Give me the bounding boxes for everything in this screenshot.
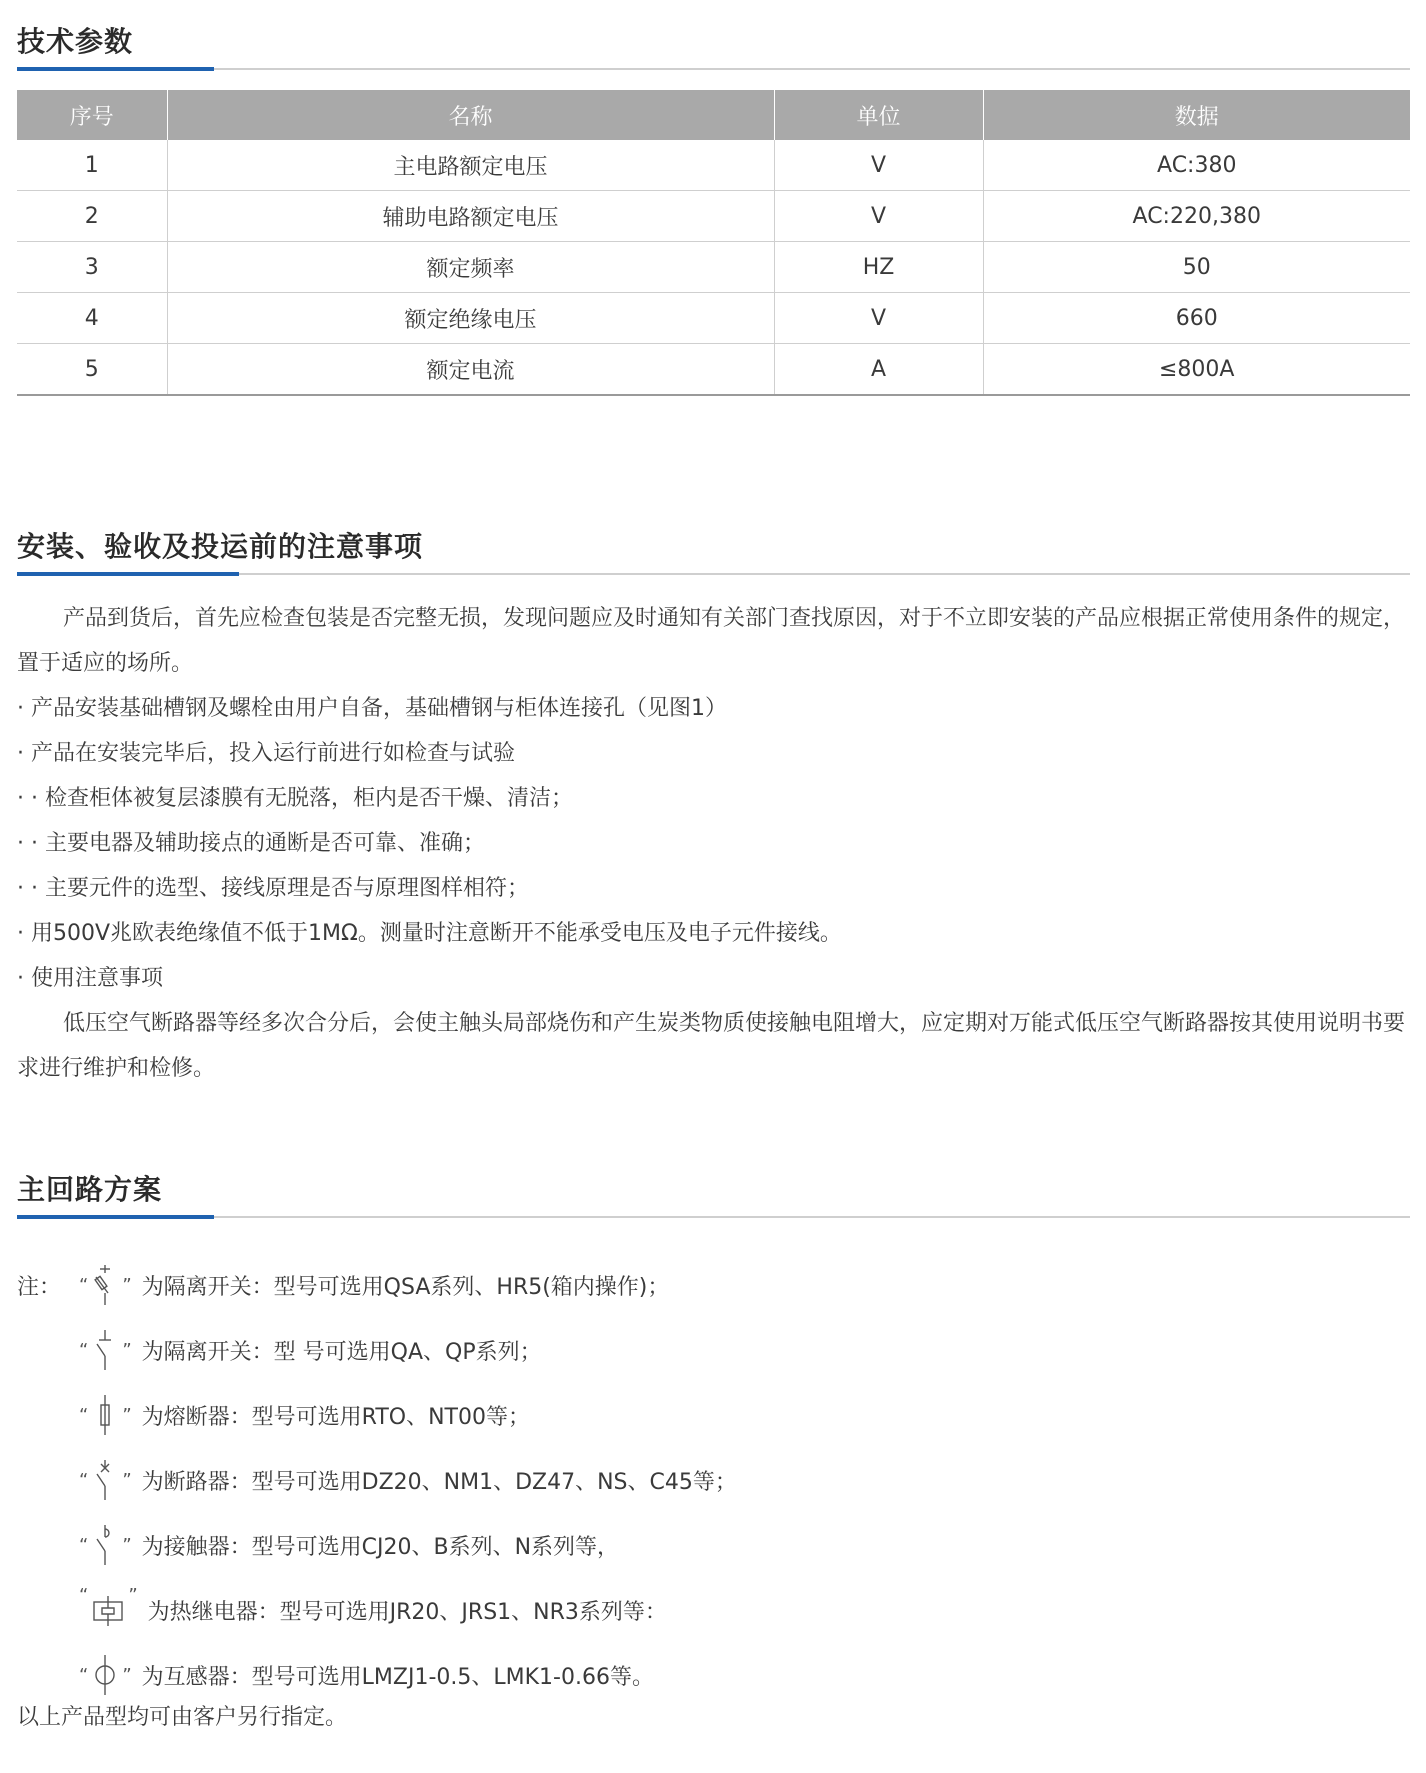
cell-index: 3	[17, 242, 167, 293]
open-quote: “	[79, 1585, 89, 1606]
header-index: 序号	[17, 90, 167, 140]
note-item: · 用500V兆欧表绝缘值不低于1MΩ。测量时注意断开不能承受电压及电子元件接线。	[17, 921, 842, 946]
symbol-row	[17, 1390, 530, 1440]
footer-note: 以上产品型均可由客户另行指定。	[17, 1705, 348, 1730]
close-quote: ”	[122, 1339, 132, 1361]
cell-data: AC:220,380	[983, 191, 1410, 242]
open-quote: “	[79, 1274, 89, 1296]
open-quote: “	[79, 1404, 89, 1426]
close-quote: ”	[122, 1664, 132, 1686]
cell-name: 辅助电路额定电压	[167, 191, 774, 242]
symbol-row	[17, 1520, 619, 1570]
cell-data: 50	[983, 242, 1410, 293]
header-data: 数据	[983, 90, 1410, 140]
section-tech-header	[17, 22, 1410, 70]
header-unit: 单位	[774, 90, 983, 140]
symbol-row	[17, 1585, 667, 1635]
section-install-header	[17, 527, 1410, 575]
table-row	[17, 344, 1410, 396]
open-quote: “	[79, 1534, 89, 1556]
cell-unit: V	[774, 191, 983, 242]
symbol-description: 为隔离开关：型 号可选用QA、QP系列；	[141, 1339, 542, 1365]
cell-name: 额定电流	[167, 344, 774, 396]
note-item: · · 检查柜体被复层漆膜有无脱落，柜内是否干燥、清洁；	[17, 786, 573, 811]
cell-index: 5	[17, 344, 167, 396]
table-header-row	[17, 90, 1410, 140]
header-name: 名称	[167, 90, 774, 140]
tech-params-table	[17, 90, 1410, 396]
cell-name: 额定频率	[167, 242, 774, 293]
cell-unit: HZ	[774, 242, 983, 293]
section-divider	[17, 1216, 1410, 1218]
table-row	[17, 140, 1410, 191]
symbol-row	[17, 1260, 669, 1310]
section-circuit-header	[17, 1170, 1410, 1218]
section-accent	[17, 67, 214, 71]
table-row	[17, 191, 1410, 242]
note-item: · 产品在安装完毕后，投入运行前进行如检查与试验	[17, 741, 515, 766]
symbol-description: 为热继电器：型号可选用JR20、JRS1、NR3系列等：	[147, 1599, 667, 1625]
isolating-switch-fused-icon	[88, 1263, 122, 1307]
note-paragraph: 低压空气断路器等经多次合分后，会使主触头局部烧伤和产生炭类物质使接触电阻增大，应定期对万能式低压空气断路器按其使用说明书要求进行维护和检修。	[17, 1011, 1406, 1081]
transformer-icon	[88, 1653, 122, 1697]
close-quote: ”	[122, 1534, 132, 1556]
section-divider	[17, 573, 1410, 575]
section-divider	[17, 68, 1410, 70]
cell-index: 4	[17, 293, 167, 344]
install-notes	[17, 596, 1417, 1091]
symbol-row	[17, 1455, 737, 1505]
cell-index: 1	[17, 140, 167, 191]
close-quote: ”	[128, 1585, 138, 1606]
close-quote: ”	[122, 1469, 132, 1491]
cell-unit: V	[774, 293, 983, 344]
cell-data: 660	[983, 293, 1410, 344]
section-accent	[17, 1215, 214, 1219]
cell-data: ≤800A	[983, 344, 1410, 396]
cell-unit: V	[774, 140, 983, 191]
symbol-description: 为隔离开关：型号可选用QSA系列、HR5(箱内操作)；	[141, 1274, 670, 1300]
close-quote: ”	[122, 1404, 132, 1426]
cell-name: 主电路额定电压	[167, 140, 774, 191]
note-label: 注：	[17, 1274, 62, 1300]
open-quote: “	[79, 1469, 89, 1491]
circuit-breaker-icon	[88, 1458, 122, 1502]
note-item: · 使用注意事项	[17, 966, 163, 991]
cell-index: 2	[17, 191, 167, 242]
symbol-row	[17, 1325, 542, 1375]
close-quote: ”	[122, 1274, 132, 1296]
note-item: · 产品安装基础槽钢及螺栓由用户自备，基础槽钢与柜体连接孔（见图1）	[17, 696, 727, 721]
section-title-circuit: 主回路方案	[17, 1173, 163, 1206]
fuse-icon	[88, 1393, 122, 1437]
cell-data: AC:380	[983, 140, 1410, 191]
open-quote: “	[79, 1664, 89, 1686]
table-row	[17, 293, 1410, 344]
contactor-icon	[88, 1523, 122, 1567]
note-paragraph: 产品到货后，首先应检查包装是否完整无损，发现问题应及时通知有关部门查找原因，对于不立即安装的产品应根据正常使用条件的规定，置于适应的场所。	[17, 606, 1406, 676]
section-title-tech: 技术参数	[17, 25, 134, 58]
section-title-install: 安装、验收及投运前的注意事项	[17, 530, 424, 563]
symbol-description: 为互感器：型号可选用LMZJ1-0.5、LMK1-0.66等。	[141, 1664, 654, 1690]
section-accent	[17, 572, 239, 576]
thermal-relay-icon	[88, 1588, 128, 1632]
note-item: · · 主要元件的选型、接线原理是否与原理图样相符；	[17, 876, 529, 901]
note-item: · · 主要电器及辅助接点的通断是否可靠、准确；	[17, 831, 485, 856]
isolating-switch-icon	[88, 1328, 122, 1372]
symbol-row	[17, 1650, 654, 1700]
cell-unit: A	[774, 344, 983, 396]
symbol-description: 为熔断器：型号可选用RTO、NT00等；	[141, 1404, 530, 1430]
symbol-description: 为接触器：型号可选用CJ20、B系列、N系列等，	[141, 1534, 620, 1560]
symbol-description: 为断路器：型号可选用DZ20、NM1、DZ47、NS、C45等；	[141, 1469, 737, 1495]
cell-name: 额定绝缘电压	[167, 293, 774, 344]
table-row	[17, 242, 1410, 293]
open-quote: “	[79, 1339, 89, 1361]
